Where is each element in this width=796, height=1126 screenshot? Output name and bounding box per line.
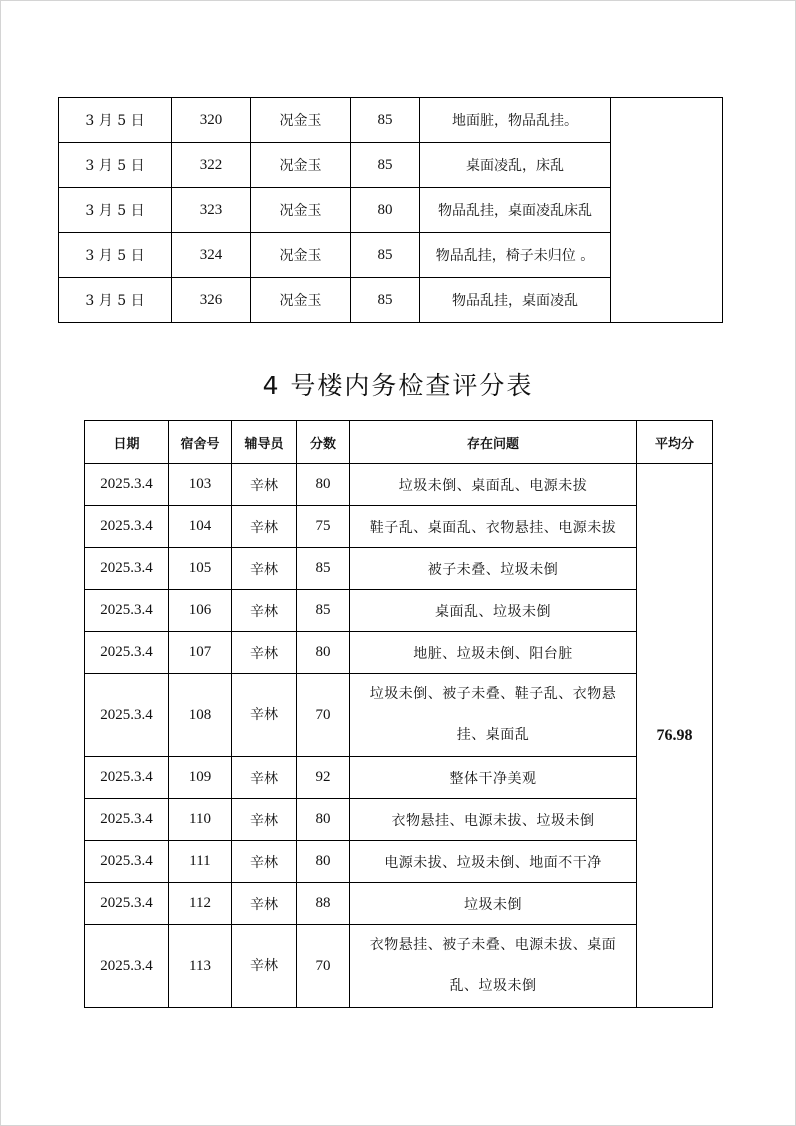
score-cell: 85 [351, 233, 420, 278]
score-cell: 75 [297, 506, 350, 548]
counselor-cell: 辛林 [232, 799, 297, 841]
date-cell: 3 月 5 日 [59, 143, 172, 188]
table-row [85, 548, 713, 590]
score-cell: 85 [351, 278, 420, 323]
room-cell: 326 [172, 278, 251, 323]
counselor-cell: 况金玉 [251, 278, 351, 323]
counselor-cell: 辛林 [232, 925, 297, 1008]
issue-cell: 电源未拔、垃圾未倒、地面不干净 [350, 841, 637, 883]
header-issue: 存在问题 [350, 421, 637, 464]
header-counselor: 辅导员 [232, 421, 297, 464]
counselor-cell: 况金玉 [251, 188, 351, 233]
issue-cell: 桌面乱、垃圾未倒 [350, 590, 637, 632]
score-cell: 80 [297, 632, 350, 674]
issue-cell: 地面脏，物品乱挂。 [420, 98, 611, 143]
table-row [85, 757, 713, 799]
issue-cell: 桌面凌乱，床乱 [420, 143, 611, 188]
date-cell: 3 月 5 日 [59, 278, 172, 323]
score-cell: 70 [297, 674, 350, 757]
table-row [85, 464, 713, 506]
room-cell: 109 [169, 757, 232, 799]
score-cell: 85 [297, 548, 350, 590]
issue-cell: 物品乱挂，桌面凌乱 [420, 278, 611, 323]
counselor-cell: 辛林 [232, 757, 297, 799]
counselor-cell: 况金玉 [251, 98, 351, 143]
date-cell: 2025.3.4 [85, 590, 169, 632]
counselor-cell: 况金玉 [251, 233, 351, 278]
counselor-cell: 辛林 [232, 883, 297, 925]
table-row [85, 883, 713, 925]
score-cell: 88 [297, 883, 350, 925]
table-row [85, 506, 713, 548]
header-room: 宿舍号 [169, 421, 232, 464]
issue-cell: 鞋子乱、桌面乱、衣物悬挂、电源未拔 [350, 506, 637, 548]
issue-cell: 垃圾未倒 [350, 883, 637, 925]
counselor-cell: 辛林 [232, 632, 297, 674]
date-cell: 2025.3.4 [85, 548, 169, 590]
section-title: 4 号楼内务检查评分表 [262, 371, 534, 400]
issue-cell: 垃圾未倒、桌面乱、电源未拔 [350, 464, 637, 506]
date-cell: 2025.3.4 [85, 674, 169, 757]
header-row [85, 421, 713, 464]
issue-cell: 物品乱挂，桌面凌乱床乱 [420, 188, 611, 233]
score-cell: 85 [351, 98, 420, 143]
room-cell: 110 [169, 799, 232, 841]
room-cell: 320 [172, 98, 251, 143]
date-cell: 3 月 5 日 [59, 233, 172, 278]
header-score: 分数 [297, 421, 350, 464]
score-cell: 85 [351, 143, 420, 188]
issue-cell: 被子未叠、垃圾未倒 [350, 548, 637, 590]
room-cell: 104 [169, 506, 232, 548]
table-row [85, 925, 713, 1008]
issue-cell: 地脏、垃圾未倒、阳台脏 [350, 632, 637, 674]
issue-cell: 物品乱挂，椅子未归位 。 [420, 233, 611, 278]
table-row [59, 98, 723, 143]
room-cell: 103 [169, 464, 232, 506]
score-cell: 70 [297, 925, 350, 1008]
building-4-inspection-table [84, 420, 713, 1008]
counselor-cell: 辛林 [232, 674, 297, 757]
average-cell-empty [611, 98, 723, 323]
average-score: 76.98 [637, 464, 713, 1008]
date-cell: 2025.3.4 [85, 506, 169, 548]
score-cell: 80 [297, 799, 350, 841]
table-row [85, 841, 713, 883]
room-cell: 105 [169, 548, 232, 590]
header-average: 平均分 [637, 421, 713, 464]
room-cell: 108 [169, 674, 232, 757]
score-cell: 80 [351, 188, 420, 233]
date-cell: 2025.3.4 [85, 841, 169, 883]
score-cell: 80 [297, 841, 350, 883]
date-cell: 3 月 5 日 [59, 98, 172, 143]
date-cell: 2025.3.4 [85, 632, 169, 674]
score-cell: 80 [297, 464, 350, 506]
score-cell: 92 [297, 757, 350, 799]
issue-cell: 整体干净美观 [350, 757, 637, 799]
date-cell: 2025.3.4 [85, 925, 169, 1008]
issue-cell: 衣物悬挂、被子未叠、电源未拔、桌面乱、垃圾未倒 [350, 925, 637, 1008]
counselor-cell: 辛林 [232, 506, 297, 548]
room-cell: 113 [169, 925, 232, 1008]
issue-cell: 衣物悬挂、电源未拔、垃圾未倒 [350, 799, 637, 841]
date-cell: 2025.3.4 [85, 799, 169, 841]
date-cell: 3 月 5 日 [59, 188, 172, 233]
room-cell: 323 [172, 188, 251, 233]
table-row [85, 590, 713, 632]
room-cell: 111 [169, 841, 232, 883]
score-cell: 85 [297, 590, 350, 632]
table-row [85, 799, 713, 841]
issue-cell: 垃圾未倒、被子未叠、鞋子乱、衣物悬挂、桌面乱 [350, 674, 637, 757]
counselor-cell: 辛林 [232, 464, 297, 506]
table-row [85, 632, 713, 674]
date-cell: 2025.3.4 [85, 757, 169, 799]
room-cell: 324 [172, 233, 251, 278]
room-cell: 106 [169, 590, 232, 632]
counselor-cell: 辛林 [232, 590, 297, 632]
counselor-cell: 辛林 [232, 841, 297, 883]
counselor-cell: 辛林 [232, 548, 297, 590]
counselor-cell: 况金玉 [251, 143, 351, 188]
header-date: 日期 [85, 421, 169, 464]
date-cell: 2025.3.4 [85, 464, 169, 506]
room-cell: 107 [169, 632, 232, 674]
table-row [85, 674, 713, 757]
date-cell: 2025.3.4 [85, 883, 169, 925]
inspection-table-continued [58, 97, 723, 323]
room-cell: 112 [169, 883, 232, 925]
room-cell: 322 [172, 143, 251, 188]
